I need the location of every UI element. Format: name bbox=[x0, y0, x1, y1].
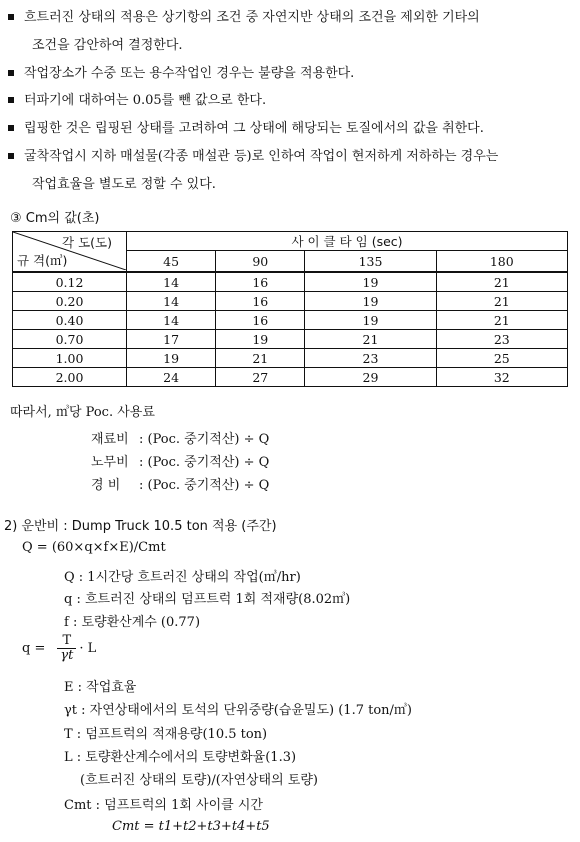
cost-label: 재료비 bbox=[91, 432, 129, 447]
q-formula: Q = (60×q×f×E)/Cmt bbox=[22, 540, 166, 555]
cost-line bbox=[91, 428, 269, 447]
value-cell: 25 bbox=[436, 349, 567, 368]
definition-line: E : 작업효율 bbox=[64, 680, 137, 695]
angle-label: 각 도(도) bbox=[62, 235, 112, 250]
size-label: 규 격(㎥) bbox=[17, 253, 68, 268]
bullet-icon bbox=[8, 97, 14, 103]
value-cell: 23 bbox=[436, 330, 567, 349]
definition-line: γt : 자연상태에서의 토석의 단위중량(습윤밀도) (1.7 ton/㎥) bbox=[64, 703, 412, 718]
size-cell: 0.70 bbox=[13, 330, 127, 349]
value-cell: 19 bbox=[305, 292, 436, 311]
definition-line: Q : 1시간당 흐트러진 상태의 작업(㎥/hr) bbox=[64, 570, 301, 585]
value-cell: 14 bbox=[127, 272, 216, 292]
cost-line bbox=[91, 451, 269, 470]
value-cell: 16 bbox=[216, 311, 305, 330]
cost-line bbox=[91, 474, 269, 493]
section-title: ③ Cm의 값(초) bbox=[10, 211, 100, 226]
definition-line: (흐트러진 상태의 토량)/(자연상태의 토량) bbox=[80, 773, 318, 788]
value-cell: 14 bbox=[127, 311, 216, 330]
size-cell: 0.40 bbox=[13, 311, 127, 330]
bullet-icon bbox=[8, 153, 14, 159]
angle-header: 90 bbox=[216, 251, 305, 273]
definition-line: Cmt : 덤프트럭의 1회 사이클 시간 bbox=[64, 798, 263, 813]
bullet-item bbox=[8, 62, 354, 81]
angle-header: 135 bbox=[305, 251, 436, 273]
cost-expr: : (Poc. 중기적산) ÷ Q bbox=[139, 432, 270, 447]
value-cell: 32 bbox=[436, 368, 567, 387]
bullet-text: 굴착작업시 지하 매설물(각종 매설관 등)로 인하여 작업이 현저하게 저하하는 경우는 bbox=[24, 149, 499, 164]
definition-line: L : 토량환산계수에서의 토량변화율(1.3) bbox=[64, 750, 297, 765]
value-cell: 19 bbox=[305, 311, 436, 330]
fraction bbox=[57, 634, 76, 662]
small-q-formula bbox=[22, 634, 96, 662]
definition-line: T : 덤프트럭의 적재용량(10.5 ton) bbox=[64, 727, 268, 742]
bullet-item bbox=[8, 117, 484, 136]
table-row bbox=[13, 311, 568, 330]
value-cell: 24 bbox=[127, 368, 216, 387]
bullet-text: 립핑한 것은 립핑된 상태를 고려하여 그 상태에 해당되는 토질에서의 값을 취한다. bbox=[24, 121, 484, 136]
bullet-item bbox=[8, 6, 480, 25]
value-cell: 17 bbox=[127, 330, 216, 349]
small-q-lhs: q = bbox=[22, 640, 46, 656]
bullet-text: 터파기에 대하여는 0.05를 뺀 값으로 한다. bbox=[24, 93, 267, 108]
cycle-time-header: 사 이 클 타 임 (sec) bbox=[127, 232, 568, 251]
bullet-continuation: 작업효율을 별도로 정할 수 있다. bbox=[32, 177, 216, 192]
value-cell: 19 bbox=[216, 330, 305, 349]
size-cell: 0.20 bbox=[13, 292, 127, 311]
size-cell: 1.00 bbox=[13, 349, 127, 368]
angle-header: 45 bbox=[127, 251, 216, 273]
bullet-continuation: 조건을 감안하여 결정한다. bbox=[32, 38, 183, 53]
cost-intro: 따라서, ㎥당 Poc. 사용료 bbox=[10, 405, 155, 420]
value-cell: 21 bbox=[436, 311, 567, 330]
fraction-rhs: · L bbox=[79, 640, 97, 656]
table-row bbox=[13, 330, 568, 349]
table-row bbox=[13, 368, 568, 387]
table-row bbox=[13, 292, 568, 311]
diagonal-header-cell bbox=[13, 232, 127, 273]
value-cell: 19 bbox=[305, 272, 436, 292]
section-title: 2) 운반비 : Dump Truck 10.5 ton 적용 (주간) bbox=[4, 519, 277, 534]
cost-expr: : (Poc. 중기적산) ÷ Q bbox=[139, 455, 270, 470]
value-cell: 21 bbox=[436, 292, 567, 311]
bullet-text: 흐트러진 상태의 적용은 상기항의 조건 중 자연지반 상태의 조건을 제외한 기타의 bbox=[24, 10, 480, 25]
value-cell: 23 bbox=[305, 349, 436, 368]
cost-expr: : (Poc. 중기적산) ÷ Q bbox=[139, 478, 270, 493]
cycle-time-table bbox=[12, 231, 568, 387]
definition-line: f : 토량환산계수 (0.77) bbox=[64, 615, 201, 630]
bullet-icon bbox=[8, 125, 14, 131]
definition-line: q : 흐트러진 상태의 덤프트럭 1회 적재량(8.02㎥) bbox=[64, 592, 351, 607]
value-cell: 21 bbox=[436, 272, 567, 292]
cost-label: 노무비 bbox=[91, 455, 129, 470]
fraction-numerator: T bbox=[57, 634, 76, 649]
size-cell: 2.00 bbox=[13, 368, 127, 387]
value-cell: 27 bbox=[216, 368, 305, 387]
cost-label: 경 비 bbox=[91, 478, 121, 493]
bullet-text: 작업장소가 수중 또는 용수작업인 경우는 불량을 적용한다. bbox=[24, 66, 355, 81]
bullet-icon bbox=[8, 70, 14, 76]
bullet-icon bbox=[8, 14, 14, 20]
table-row bbox=[13, 349, 568, 368]
fraction-denominator: γt bbox=[60, 647, 74, 663]
value-cell: 19 bbox=[127, 349, 216, 368]
value-cell: 21 bbox=[305, 330, 436, 349]
value-cell: 29 bbox=[305, 368, 436, 387]
angle-header: 180 bbox=[436, 251, 567, 273]
value-cell: 21 bbox=[216, 349, 305, 368]
value-cell: 16 bbox=[216, 272, 305, 292]
bullet-item bbox=[8, 145, 498, 164]
value-cell: 16 bbox=[216, 292, 305, 311]
table-row bbox=[13, 272, 568, 292]
size-cell: 0.12 bbox=[13, 272, 127, 292]
bullet-item bbox=[8, 89, 266, 108]
cmt-formula: Cmt = t1+t2+t3+t4+t5 bbox=[112, 819, 270, 834]
value-cell: 14 bbox=[127, 292, 216, 311]
